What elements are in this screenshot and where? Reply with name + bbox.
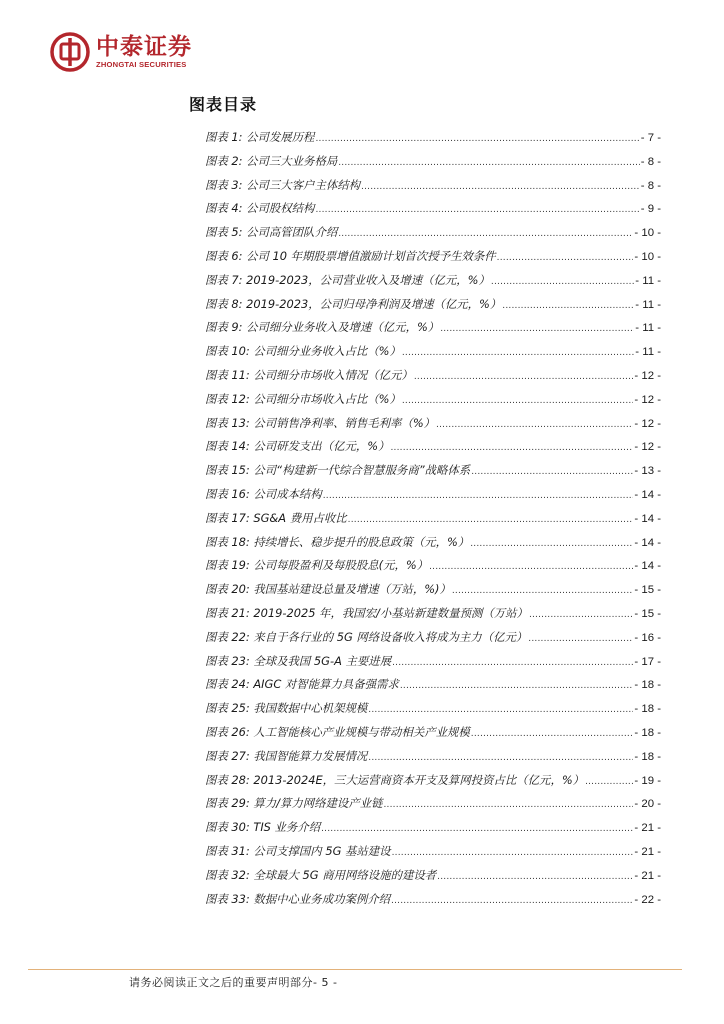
toc-entry-label[interactable]: 图表 9: 公司细分业务收入及增速（亿元，%） [205, 320, 440, 335]
toc-entry[interactable] [205, 388, 661, 412]
toc-entry-label[interactable]: 图表 6: 公司 10 年期股票增值激励计划首次授予生效条件 [205, 248, 496, 263]
toc-entry-page[interactable]: - 18 - [634, 703, 661, 716]
toc-dot-leader [429, 556, 633, 580]
toc-entry[interactable] [205, 269, 661, 293]
toc-entry-page[interactable]: - 11 - [635, 298, 661, 311]
toc-dot-leader [414, 366, 634, 390]
toc-entry-page[interactable]: - 8 - [640, 155, 661, 168]
toc-dot-leader [392, 652, 633, 676]
toc-entry-label[interactable]: 图表 24: AIGC 对智能算力具备强需求 [205, 677, 399, 692]
logo-name-cn: 中泰证券 [96, 34, 192, 60]
toc-dot-leader [528, 628, 633, 652]
toc-dot-leader [384, 794, 634, 818]
toc-dot-leader [323, 485, 634, 509]
toc-entry-page[interactable]: - 18 - [634, 750, 661, 763]
toc-dot-leader [471, 723, 634, 747]
toc-entry[interactable] [205, 221, 661, 245]
toc-entry-label[interactable]: 图表 18: 持续增长、稳步提升的股息政策（元，%） [205, 534, 470, 549]
toc-entry-label[interactable]: 图表 32: 全球最大 5G 商用网络设施的建设者 [205, 867, 437, 882]
toc-entry-label[interactable]: 图表 11: 公司细分市场收入情况（亿元） [205, 367, 413, 382]
toc-entry-label[interactable]: 图表 33: 数据中心业务成功案例介绍 [205, 891, 391, 906]
toc-entry-label[interactable]: 图表 31: 公司支撑国内 5G 基站建设 [205, 843, 391, 858]
toc-entry[interactable] [205, 792, 661, 816]
toc-entry-label[interactable]: 图表 20: 我国基站建设总量及增速（万站，%)） [205, 582, 451, 597]
toc-entry[interactable] [205, 364, 661, 388]
toc-entry-page[interactable]: - 19 - [634, 774, 661, 787]
toc-entry-label[interactable]: 图表 27: 我国智能算力发展情况 [205, 748, 368, 763]
toc-dot-leader [436, 414, 633, 438]
toc-entry-page[interactable]: - 17 - [634, 655, 661, 668]
toc-dot-leader [390, 437, 633, 461]
toc-entry[interactable] [205, 174, 661, 198]
toc-entry[interactable] [205, 864, 661, 888]
toc-entry[interactable] [205, 412, 661, 436]
toc-dot-leader [392, 842, 634, 866]
toc-entry[interactable] [205, 126, 661, 150]
toc-entry-label[interactable]: 图表 16: 公司成本结构 [205, 486, 322, 501]
toc-entry-page[interactable]: - 16 - [634, 631, 661, 644]
company-logo [50, 30, 192, 74]
toc-entry[interactable] [205, 316, 661, 340]
toc-dot-leader [437, 866, 633, 890]
toc-entry-label[interactable]: 图表 28: 2013-2024E，三大运营商资本开支及算网投资占比（亿元，%） [205, 772, 585, 787]
toc-dot-leader [338, 152, 640, 176]
toc-entry-label[interactable]: 图表 29: 算力/算力网络建设产业链 [205, 796, 383, 811]
toc-dot-leader [368, 699, 633, 723]
logo-wordmark [96, 34, 192, 70]
toc-entry-label[interactable]: 图表 22: 来自于各行业的 5G 网络设备收入将成为主力（亿元） [205, 629, 528, 644]
toc-entry-page[interactable]: - 22 - [634, 893, 661, 906]
toc-dot-leader [402, 342, 634, 366]
toc-entry-page[interactable]: - 8 - [640, 179, 661, 192]
toc-dot-leader [338, 223, 633, 247]
toc-title: 图表目录 [189, 95, 258, 114]
toc-entry[interactable] [205, 293, 661, 317]
toc-entry[interactable] [205, 650, 661, 674]
toc-entry[interactable] [205, 459, 661, 483]
toc-entry-page[interactable]: - 9 - [640, 203, 661, 216]
toc-entry-page[interactable]: - 12 - [634, 369, 661, 382]
toc-entry[interactable] [205, 602, 661, 626]
toc-dot-leader [470, 533, 633, 557]
toc-dot-leader [400, 675, 634, 699]
toc-entry-label[interactable]: 图表 30: TIS 业务介绍 [205, 820, 321, 835]
toc-dot-leader [391, 890, 633, 914]
toc-entry-label[interactable]: 图表 2: 公司三大业务格局 [205, 153, 338, 168]
toc-entry-label[interactable]: 图表 10: 公司细分业务收入占比（%） [205, 344, 401, 359]
toc-entry-page[interactable]: - 15 - [634, 607, 661, 620]
toc-entry[interactable] [205, 673, 661, 697]
toc-entry[interactable] [205, 245, 661, 269]
toc-entry-page[interactable]: - 18 - [634, 726, 661, 739]
toc-entry-page[interactable]: - 20 - [634, 798, 661, 811]
toc-entry-page[interactable]: - 14 - [634, 512, 661, 525]
toc-entry-label[interactable]: 图表 19: 公司每股盈利及每股股息(元，%） [205, 558, 429, 573]
toc-entry-label[interactable]: 图表 26: 人工智能核心产业规模与带动相关产业规模 [205, 724, 470, 739]
toc-entry[interactable] [205, 531, 661, 555]
toc-entry-page[interactable]: - 12 - [634, 441, 661, 454]
toc-entry-label[interactable]: 图表 15: 公司“构建新一代综合智慧服务商”战略体系 [205, 463, 471, 478]
toc-entry-page[interactable]: - 12 - [634, 393, 661, 406]
toc-dot-leader [348, 509, 634, 533]
toc-entry-label[interactable]: 图表 1: 公司发展历程 [205, 130, 315, 144]
toc-dot-leader [315, 199, 639, 223]
footer-disclaimer: 请务必阅读正文之后的重要声明部分- 5 - [129, 976, 338, 989]
toc-dot-leader [502, 295, 634, 319]
toc-dot-leader [529, 604, 633, 628]
toc-entry[interactable] [205, 554, 661, 578]
toc-entry-page[interactable]: - 12 - [634, 417, 661, 430]
toc-entry-label[interactable]: 图表 23: 全球及我国 5G-A 主要进展 [205, 653, 392, 668]
toc-dot-leader [471, 461, 633, 485]
toc-entry-page[interactable]: - 7 - [640, 132, 661, 144]
toc-entry[interactable] [205, 197, 661, 221]
toc-entry-page[interactable]: - 11 - [635, 274, 661, 287]
toc-entry-label[interactable]: 图表 21: 2019-2025 年，我国宏/小基站新建数量预测（万站） [205, 605, 528, 620]
toc-dot-leader [585, 771, 633, 795]
logo-emblem-icon [50, 32, 90, 72]
toc-entry[interactable] [205, 507, 661, 531]
toc-entry-page[interactable]: - 11 - [635, 346, 661, 359]
toc-entry-page[interactable]: - 10 - [634, 227, 661, 240]
toc-entry[interactable] [205, 769, 661, 793]
toc-entry-label[interactable]: 图表 12: 公司细分市场收入占比（%） [205, 391, 401, 406]
toc-entry[interactable] [205, 697, 661, 721]
toc-entry-page[interactable]: - 21 - [634, 869, 661, 882]
toc-dot-leader [368, 747, 633, 771]
toc-entry-page[interactable]: - 11 - [635, 322, 661, 335]
toc-entry-page[interactable]: - 13 - [634, 465, 661, 478]
footer-divider [28, 969, 682, 970]
toc-entry-label[interactable]: 图表 17: SG&A 费用占收比 [205, 510, 347, 525]
toc-entry[interactable] [205, 745, 661, 769]
toc-dot-leader [361, 176, 640, 200]
toc-entry-page[interactable]: - 21 - [634, 822, 661, 835]
toc-dot-leader [402, 390, 634, 414]
toc-entry[interactable] [205, 578, 661, 602]
logo-name-en: ZHONGTAI SECURITIES [96, 60, 187, 69]
toc-entry[interactable] [205, 626, 661, 650]
toc-entry-page[interactable]: - 15 - [634, 584, 661, 597]
toc-entry-page[interactable]: - 14 - [634, 560, 661, 573]
toc-entry-label[interactable]: 图表 7: 2019-2023，公司营业收入及增速（亿元，%） [205, 272, 490, 287]
toc-dot-leader [440, 318, 634, 342]
toc-entry-page[interactable]: - 21 - [634, 845, 661, 858]
toc-dot-leader [452, 580, 634, 604]
toc-list [205, 126, 661, 911]
toc-entry[interactable] [205, 483, 661, 507]
toc-entry-label[interactable]: 图表 3: 公司三大客户主体结构 [205, 177, 361, 192]
toc-entry-label[interactable]: 图表 14: 公司研发支出（亿元，%） [205, 439, 390, 454]
toc-entry-page[interactable]: - 14 - [634, 488, 661, 501]
toc-entry[interactable] [205, 840, 661, 864]
toc-entry-label[interactable]: 图表 4: 公司股权结构 [205, 201, 315, 216]
toc-entry[interactable] [205, 721, 661, 745]
toc-entry-page[interactable]: - 14 - [634, 536, 661, 549]
toc-dot-leader [497, 247, 634, 271]
toc-entry-page[interactable]: - 10 - [634, 250, 661, 263]
toc-entry-label[interactable]: 图表 8: 2019-2023，公司归母净利润及增速（亿元，%） [205, 296, 502, 311]
toc-dot-leader [315, 128, 639, 152]
toc-entry-label[interactable]: 图表 25: 我国数据中心机架规模 [205, 701, 368, 716]
toc-entry[interactable] [205, 435, 661, 459]
toc-entry-page[interactable]: - 18 - [634, 679, 661, 692]
toc-dot-leader [321, 818, 633, 842]
toc-entry[interactable] [205, 888, 661, 912]
toc-entry[interactable] [205, 150, 661, 174]
toc-dot-leader [491, 271, 634, 295]
toc-entry[interactable] [205, 340, 661, 364]
toc-entry-label[interactable]: 图表 13: 公司销售净利率、销售毛利率（%） [205, 415, 436, 430]
toc-entry[interactable] [205, 816, 661, 840]
toc-entry-label[interactable]: 图表 5: 公司高管团队介绍 [205, 225, 338, 240]
